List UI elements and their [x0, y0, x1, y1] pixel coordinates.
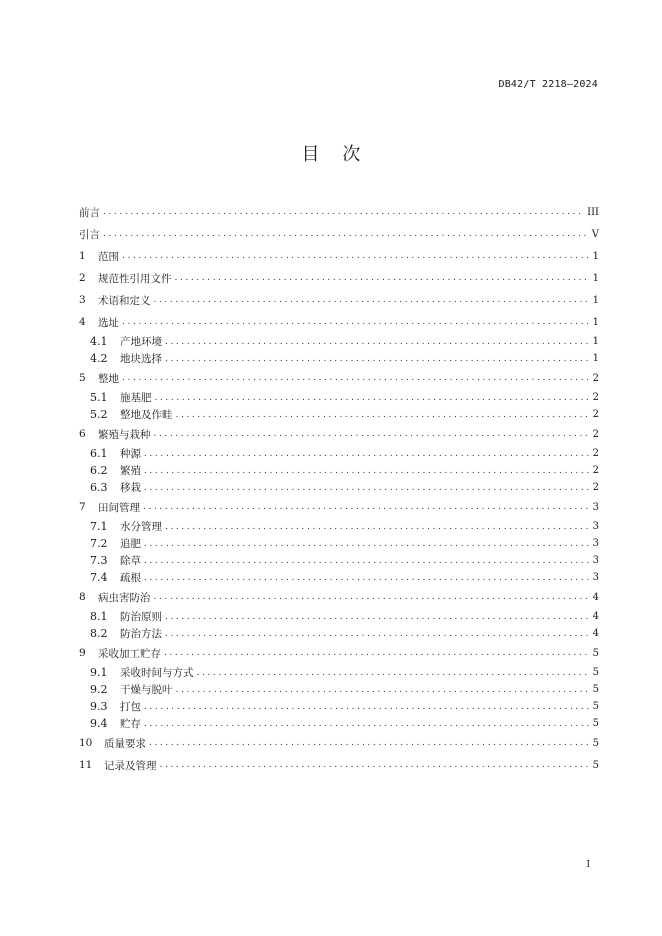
toc-leader-dots	[165, 629, 590, 639]
toc-entry-label: 移栽	[120, 482, 141, 494]
toc-entry-number: 7.3	[90, 554, 108, 567]
toc-entry-label: 产地环境	[120, 336, 162, 348]
toc-entry-label: 打包	[120, 701, 141, 713]
toc-entry-page: 4	[592, 591, 599, 603]
toc-entry-page: 1	[592, 272, 599, 284]
toc-entry[interactable]	[79, 333, 599, 350]
toc-entry-label: 采收加工贮存	[98, 647, 161, 660]
toc-leader-dots	[144, 556, 590, 566]
toc-entry-label: 种源	[120, 448, 141, 460]
toc-leader-dots	[165, 522, 590, 532]
toc-entry[interactable]	[79, 698, 599, 715]
toc-entry-page: 3	[592, 538, 599, 549]
toc-entry-number: 4	[79, 316, 86, 328]
toc-entry-number: 6.1	[90, 447, 108, 460]
toc-leader-dots	[144, 466, 590, 476]
table-of-contents	[79, 201, 599, 776]
toc-entry-label: 选址	[98, 316, 119, 329]
toc-entry-page: 2	[592, 428, 599, 440]
toc-leader-dots	[165, 337, 590, 347]
page-number: I	[586, 860, 590, 870]
toc-entry-page: 1	[592, 294, 599, 306]
toc-entry[interactable]	[79, 223, 599, 245]
toc-entry-page: 2	[592, 448, 599, 459]
toc-entry[interactable]	[79, 552, 599, 569]
toc-entry-number: 8.1	[90, 610, 108, 623]
toc-entry-label: 防治方法	[120, 628, 162, 640]
toc-entry-page: 1	[592, 250, 599, 262]
toc-entry-number: 10	[79, 737, 93, 749]
toc-leader-dots	[175, 273, 590, 283]
toc-leader-dots	[165, 612, 590, 622]
toc-entry-label: 追肥	[120, 538, 141, 550]
toc-entry[interactable]	[79, 715, 599, 732]
toc-entry[interactable]	[79, 625, 599, 642]
toc-entry[interactable]	[79, 311, 599, 333]
toc-entry-page: 2	[592, 372, 599, 384]
toc-entry-label: 水分管理	[120, 521, 162, 533]
toc-entry-page: 2	[592, 392, 599, 403]
toc-leader-dots	[149, 738, 590, 748]
toc-entry-label: 记录及管理	[104, 759, 157, 772]
toc-entry[interactable]	[79, 201, 599, 223]
toc-entry-number: 11	[79, 759, 93, 771]
toc-entry-page: 5	[592, 667, 599, 678]
toc-entry-number: 9.4	[90, 717, 108, 730]
toc-entry-page: 2	[592, 409, 599, 420]
toc-entry-number: 7.2	[90, 537, 108, 550]
toc-entry-label: 规范性引用文件	[98, 272, 172, 285]
toc-entry[interactable]	[79, 732, 599, 754]
toc-entry-page: 5	[592, 759, 599, 771]
toc-leader-dots	[103, 207, 584, 217]
toc-leader-dots	[165, 354, 590, 364]
toc-entry-number: 3	[79, 294, 86, 306]
toc-entry-label: 施基肥	[120, 392, 152, 404]
toc-entry-page: 1	[592, 316, 599, 328]
toc-leader-dots	[144, 702, 590, 712]
toc-entry-number: 8.2	[90, 627, 108, 640]
toc-entry-number: 6	[79, 428, 86, 440]
toc-entry-page: 5	[592, 718, 599, 729]
toc-leader-dots	[160, 760, 590, 770]
toc-entry-number: 7	[79, 501, 86, 513]
toc-entry-label: 整地及作畦	[120, 409, 173, 421]
toc-entry-number: 6.2	[90, 464, 108, 477]
toc-entry[interactable]	[79, 496, 599, 518]
toc-entry-label: 疏根	[120, 572, 141, 584]
toc-entry-label: 术语和定义	[98, 294, 151, 307]
toc-entry-number: 8	[79, 591, 86, 603]
toc-entry-number: 5	[79, 372, 86, 384]
toc-entry-page: 4	[592, 628, 599, 639]
toc-entry[interactable]	[79, 462, 599, 479]
toc-entry-label: 地块选择	[120, 353, 162, 365]
toc-entry-label: 前言	[79, 206, 100, 219]
toc-entry[interactable]	[79, 586, 599, 608]
toc-entry-number: 9	[79, 647, 86, 659]
toc-entry-page: III	[587, 206, 599, 218]
toc-leader-dots	[122, 317, 590, 327]
toc-entry-label: 繁殖与栽种	[98, 428, 151, 441]
toc-entry-label: 贮存	[120, 718, 141, 730]
toc-leader-dots	[154, 592, 590, 602]
toc-entry-label: 干燥与脱叶	[120, 684, 173, 696]
toc-leader-dots	[164, 648, 590, 658]
toc-entry[interactable]	[79, 664, 599, 681]
toc-entry-page: 5	[592, 647, 599, 659]
toc-entry-number: 9.1	[90, 666, 108, 679]
toc-leader-dots	[144, 539, 590, 549]
toc-entry-label: 质量要求	[104, 737, 146, 750]
toc-entry-number: 5.1	[90, 391, 108, 404]
toc-leader-dots	[176, 410, 590, 420]
toc-leader-dots	[122, 373, 590, 383]
toc-entry-label: 范围	[98, 250, 119, 263]
toc-entry-label: 整地	[98, 372, 119, 385]
toc-entry-label: 采收时间与方式	[120, 667, 194, 679]
toc-entry-page: 3	[592, 555, 599, 566]
toc-leader-dots	[197, 668, 590, 678]
toc-entry-number: 5.2	[90, 408, 108, 421]
toc-entry[interactable]	[79, 289, 599, 311]
toc-entry[interactable]	[79, 535, 599, 552]
toc-entry[interactable]	[79, 389, 599, 406]
toc-leader-dots	[144, 719, 590, 729]
toc-entry[interactable]	[79, 681, 599, 698]
toc-entry-number: 1	[79, 250, 86, 262]
toc-leader-dots	[103, 229, 589, 239]
toc-entry-number: 7.4	[90, 571, 108, 584]
toc-entry-page: 2	[592, 482, 599, 493]
toc-entry[interactable]	[79, 406, 599, 423]
toc-entry-label: 病虫害防治	[98, 591, 151, 604]
toc-entry-number: 7.1	[90, 520, 108, 533]
toc-entry-number: 4.2	[90, 352, 108, 365]
toc-entry-number: 4.1	[90, 335, 108, 348]
toc-entry-page: 3	[592, 572, 599, 583]
toc-entry-page: V	[591, 228, 599, 240]
toc-entry[interactable]	[79, 245, 599, 267]
toc-leader-dots	[155, 393, 590, 403]
toc-leader-dots	[176, 685, 590, 695]
toc-entry-label: 田间管理	[98, 501, 140, 514]
toc-leader-dots	[143, 502, 590, 512]
toc-entry[interactable]	[79, 754, 599, 776]
toc-leader-dots	[154, 429, 590, 439]
toc-leader-dots	[144, 573, 590, 583]
toc-leader-dots	[144, 449, 590, 459]
toc-entry[interactable]	[79, 608, 599, 625]
document-code: DB42/T 2218—2024	[498, 79, 598, 90]
toc-entry[interactable]	[79, 423, 599, 445]
toc-entry[interactable]	[79, 367, 599, 389]
toc-entry[interactable]	[79, 267, 599, 289]
toc-entry-number: 6.3	[90, 481, 108, 494]
toc-entry-number: 9.3	[90, 700, 108, 713]
toc-leader-dots	[144, 483, 590, 493]
toc-entry-page: 4	[592, 611, 599, 622]
toc-entry-page: 3	[592, 501, 599, 513]
toc-entry-page: 1	[592, 353, 599, 364]
toc-entry[interactable]	[79, 569, 599, 586]
toc-entry-page: 5	[592, 701, 599, 712]
toc-leader-dots	[154, 295, 590, 305]
toc-entry-label: 繁殖	[120, 465, 141, 477]
toc-entry[interactable]	[79, 350, 599, 367]
toc-entry-page: 5	[592, 684, 599, 695]
toc-entry-label: 除草	[120, 555, 141, 567]
toc-entry[interactable]	[79, 479, 599, 496]
toc-entry-page: 3	[592, 521, 599, 532]
toc-entry[interactable]	[79, 642, 599, 664]
toc-entry-number: 9.2	[90, 683, 108, 696]
toc-entry-number: 2	[79, 272, 86, 284]
toc-entry-label: 防治原则	[120, 611, 162, 623]
toc-entry-page: 1	[592, 336, 599, 347]
toc-entry[interactable]	[79, 518, 599, 535]
toc-entry-page: 2	[592, 465, 599, 476]
page-title: 目 次	[301, 144, 361, 165]
toc-entry[interactable]	[79, 445, 599, 462]
toc-entry-page: 5	[592, 737, 599, 749]
toc-entry-label: 引言	[79, 228, 100, 241]
toc-leader-dots	[122, 251, 590, 261]
